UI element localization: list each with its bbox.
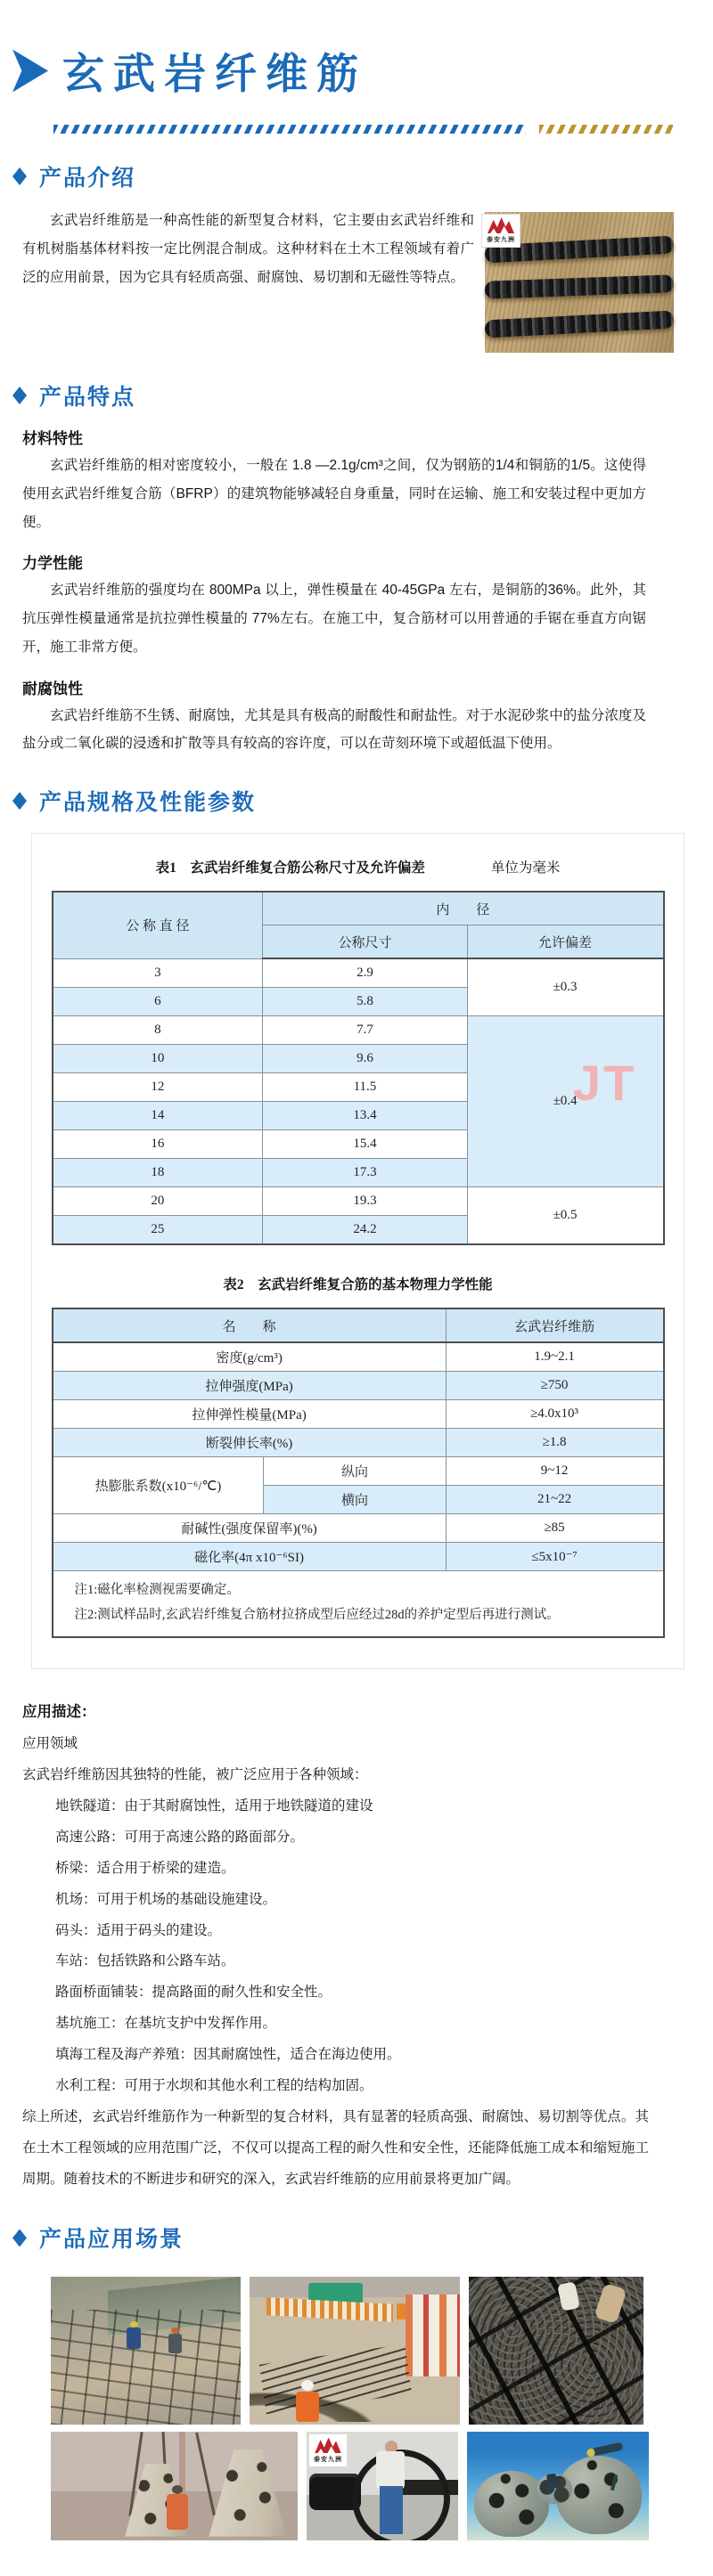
- worker-figure: [167, 2494, 188, 2530]
- table-notes-row: [53, 1571, 664, 1638]
- crane-cable: [195, 2433, 216, 2516]
- application-subtitle: 应用领域: [22, 1736, 78, 1752]
- table-row: [53, 1400, 664, 1429]
- brand-logo-text: 泰安九洲: [487, 237, 515, 243]
- cell-property: 拉伸强度(MPa): [53, 1372, 447, 1400]
- application-item: 基坑施工：在基坑支护中发挥作用。: [55, 2016, 277, 2032]
- application-item: 填海工程及海产养殖：因其耐腐蚀性，适合在海边使用。: [55, 2047, 401, 2063]
- application-item: 路面桥面铺装：提高路面的耐久性和安全性。: [55, 1985, 332, 2001]
- feature-title: 耐腐蚀性: [22, 680, 83, 697]
- cell-diameter: 10: [53, 1045, 263, 1073]
- cell-diameter: 6: [53, 988, 263, 1016]
- cell-diameter: 12: [53, 1073, 263, 1102]
- cell-direction: 横向: [264, 1486, 446, 1514]
- cell-size: 19.3: [263, 1187, 467, 1216]
- table-note: 注1:磁化率检测视需要确定。: [74, 1583, 240, 1598]
- gold-stripes: [539, 125, 673, 134]
- brand-logo-text: 泰安九洲: [314, 2457, 342, 2464]
- table2-properties: [52, 1308, 665, 1638]
- diver-figure: [593, 2442, 624, 2457]
- brand-logo: [308, 2433, 348, 2467]
- col-header-diameter: 公 称 直 径: [53, 892, 263, 958]
- col-header-name: 名 称: [53, 1308, 447, 1342]
- worker-figure: [127, 2327, 141, 2349]
- photo-rebar-mesh-paving: [51, 2277, 241, 2425]
- watermark-jt: JT: [572, 1055, 637, 1112]
- application-lead: 玄武岩纤维筋因其独特的性能，被广泛应用于各种领域：: [22, 1767, 368, 1783]
- reef-block: [209, 2450, 287, 2537]
- table-header-row: [53, 1308, 664, 1342]
- table-row: [53, 1342, 664, 1372]
- brand-logo: [481, 214, 520, 248]
- col-header-tolerance: 允许偏差: [467, 925, 663, 959]
- table-row: [53, 1429, 664, 1457]
- feature-text: 玄武岩纤维筋的相对密度较小，一般在 1.8 —2.1g/cm³之间，仅为钢筋的1/4和铜筋的1/5。这使得使用玄武岩纤维复合筋（BFRP）的建筑物能够减轻自身重量，同时在运输、施工和安装过程中更加方便。: [22, 458, 646, 530]
- application-item: 地铁隧道：由于其耐腐蚀性，适用于地铁隧道的建设: [55, 1798, 373, 1814]
- table1-unit: 单位为毫米: [490, 860, 561, 876]
- cell-diameter: 20: [53, 1187, 263, 1216]
- cell-size: 24.2: [263, 1216, 467, 1245]
- feature-text: 玄武岩纤维筋不生锈、耐腐蚀，尤其是具有极高的耐酸性和耐盐性。对于水泥砂浆中的盐分浓度及盐分或二氧化碳的浸透和扩散等具有较高的容许度，可以在苛刻环境下或超低温下使用。: [22, 707, 646, 752]
- cell-value: ≥1.8: [446, 1429, 663, 1457]
- cell-size: 9.6: [263, 1045, 467, 1073]
- table-row: [53, 1514, 664, 1543]
- diamond-icon: [12, 387, 27, 404]
- specs-panel: [31, 833, 684, 1669]
- rebar-rod: [485, 310, 675, 338]
- photo-coiled-rebar-display: [307, 2432, 458, 2540]
- photo-road-trench-construction: [250, 2277, 460, 2425]
- cell-direction: 纵向: [264, 1457, 446, 1486]
- cell-property: 密度(g/cm³): [53, 1342, 447, 1372]
- cell-diameter: 8: [53, 1016, 263, 1045]
- cell-tolerance: JT ±0.4: [467, 1016, 663, 1187]
- diamond-icon: [12, 792, 27, 810]
- table-row: [53, 1372, 664, 1400]
- blue-stripes: [53, 125, 526, 134]
- application-item: 车站：包括铁路和公路车站。: [55, 1953, 235, 1969]
- striped-divider: [53, 125, 713, 134]
- table-row: [53, 958, 664, 988]
- worker-figure: [296, 2392, 319, 2422]
- cell-value: 1.9~2.1: [446, 1342, 663, 1372]
- section-title: 产品介绍: [39, 166, 136, 191]
- mountain-logo-icon: [315, 2437, 341, 2453]
- cell-size: 7.7: [263, 1016, 467, 1045]
- table-header-row: [53, 892, 664, 925]
- worker-figure: [397, 2303, 406, 2319]
- feature-title: 力学性能: [22, 555, 83, 573]
- table2-caption: 表2 玄武岩纤维复合筋的基本物理力学性能: [223, 1277, 493, 1293]
- cell-size: 11.5: [263, 1073, 467, 1102]
- cell-property: 断裂伸长率(%): [53, 1429, 447, 1457]
- cell-diameter: 25: [53, 1216, 263, 1245]
- col-header-inner: 内 径: [263, 892, 664, 925]
- cell-diameter: 3: [53, 958, 263, 988]
- cell-diameter: 14: [53, 1102, 263, 1130]
- worker-figure: [168, 2334, 182, 2353]
- table-note: 注2:测试样品时,玄武岩纤维复合筋材拉挤成型后应经过28d的养护定型后再进行测试。: [74, 1607, 560, 1622]
- cell-property: 磁化率(4π x10⁻⁶SI): [53, 1543, 447, 1571]
- cell-size: 15.4: [263, 1130, 467, 1159]
- rebar-rod: [485, 274, 675, 298]
- page-header: [0, 0, 713, 101]
- feature-text: 玄武岩纤维筋的强度均在 800MPa 以上，弹性模量在 40-45GPa 左右，是铜筋的36%。此外，其抗压弹性模量通常是抗拉弹性模量的 77%左右。在施工中，复合筋材可以用普通的手锯在垂直方向锯开，施工非常方便。: [22, 583, 646, 655]
- photo-rebar-grid-closeup: [469, 2277, 643, 2425]
- application-list: [22, 1791, 649, 2102]
- application-item: 水利工程：可用于水坝和其他水利工程的结构加固。: [55, 2077, 373, 2093]
- diamond-icon: [12, 167, 27, 185]
- feature-title: 材料特性: [22, 430, 83, 447]
- product-photo-basalt-rebar: [485, 212, 674, 353]
- arrow-icon: [12, 50, 48, 93]
- cell-property: 耐碱性(强度保留率)(%): [53, 1514, 447, 1543]
- section-heading-features: [12, 379, 713, 412]
- application-section: [22, 1696, 649, 2195]
- section-title: 产品应用场景: [39, 2227, 184, 2253]
- cell-value: ≤5x10⁻⁷: [446, 1543, 663, 1571]
- cell-diameter: 18: [53, 1159, 263, 1187]
- cell-property: 热膨胀系数(x10⁻⁶/℃): [53, 1457, 264, 1514]
- cell-size: 2.9: [263, 958, 467, 988]
- cell-size: 17.3: [263, 1159, 467, 1187]
- section-heading-specs: [12, 785, 713, 817]
- table1-dimensions: [52, 891, 665, 1245]
- application-item: 桥梁：适合用于桥梁的建造。: [55, 1860, 235, 1876]
- section-title: 产品规格及性能参数: [39, 790, 257, 816]
- application-item: 机场：可用于机场的基础设施建设。: [55, 1891, 277, 1907]
- application-summary: 综上所述，玄武岩纤维筋作为一种新型的复合材料，具有显著的轻质高强、耐腐蚀、易切割等优点。其在土木工程领域的应用范围广泛，不仅可以提高工程的耐久性和安全性，还能降低施工成本和缩短施工周期。随着技术的不断进步和研究的深入，玄武岩纤维筋的应用前景将更加广阔。: [22, 2108, 649, 2187]
- mountain-logo-icon: [488, 217, 514, 233]
- application-item: 码头：适用于码头的建设。: [55, 1922, 222, 1938]
- table-row: [53, 1543, 664, 1571]
- photo-reef-block-lifting: [51, 2432, 298, 2540]
- photo-artificial-reef-underwater: [467, 2432, 649, 2540]
- application-item: 高速公路：可用于高速公路的路面部分。: [55, 1829, 305, 1845]
- table1-caption: 表1 玄武岩纤维复合筋公称尺寸及允许偏差 单位为毫米: [155, 860, 561, 876]
- features-section: [22, 426, 646, 758]
- cell-tolerance: ±0.5: [467, 1187, 663, 1245]
- cell-value: ≥750: [446, 1372, 663, 1400]
- intro-section: [22, 207, 674, 353]
- reef-dome: [474, 2471, 549, 2537]
- cell-tolerance: ±0.3: [467, 958, 663, 1016]
- cell-diameter: 16: [53, 1130, 263, 1159]
- diamond-icon: [12, 2229, 27, 2246]
- cell-value: ≥85: [446, 1514, 663, 1543]
- section-title: 产品特点: [39, 385, 136, 410]
- cell-value: ≥4.0x10³: [446, 1400, 663, 1429]
- reef-dome: [537, 2474, 572, 2504]
- cell-value: 21~22: [446, 1486, 663, 1514]
- cell-property: 拉伸弹性模量(MPa): [53, 1400, 447, 1429]
- cell-size: 5.8: [263, 988, 467, 1016]
- application-title: 应用描述：: [22, 1704, 96, 1721]
- table-row: [53, 1457, 664, 1486]
- cell-size: 13.4: [263, 1102, 467, 1130]
- cell-value: 9~12: [446, 1457, 663, 1486]
- table-row: [53, 1016, 664, 1045]
- table-row: [53, 1187, 664, 1216]
- section-heading-intro: [12, 160, 713, 192]
- intro-paragraph: 玄武岩纤维筋是一种高性能的新型复合材料，它主要由玄武岩纤维和有机树脂基体材料按一定比例混合制成。这种材料在土木工程领域有着广泛的应用前景，因为它具有轻质高强、耐腐蚀、易切割和无磁性等特点。: [22, 213, 474, 285]
- page-title: 玄武岩纤维筋: [62, 50, 367, 97]
- col-header-value: 玄武岩纤维筋: [446, 1308, 663, 1342]
- scene-photo-grid: [51, 2277, 713, 2540]
- section-heading-scenes: [12, 2221, 713, 2254]
- col-header-size: 公称尺寸: [263, 925, 467, 959]
